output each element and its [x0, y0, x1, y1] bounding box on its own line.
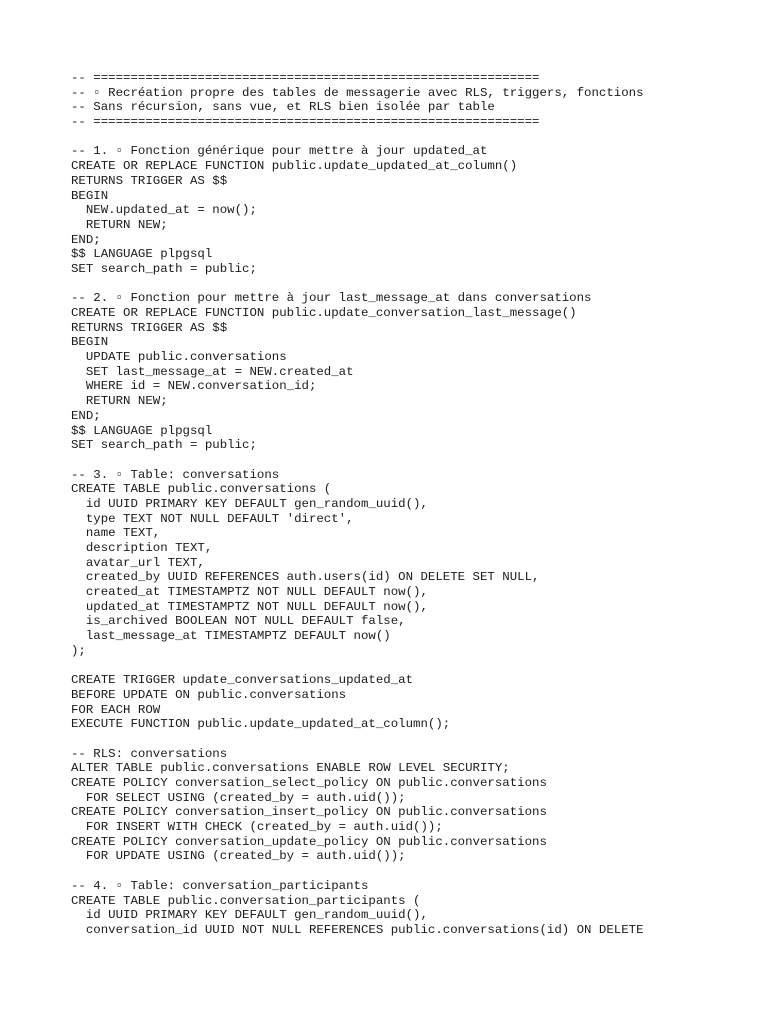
- code-line: SET last_message_at = NEW.created_at: [71, 364, 354, 379]
- code-line: -- ============================================================: [71, 71, 540, 85]
- blank-line: [71, 277, 761, 292]
- code-line: CREATE TABLE public.conversations (: [71, 482, 332, 497]
- code-line: $$ LANGUAGE plpgsql: [71, 247, 213, 262]
- code-line: RETURNS TRIGGER AS $$: [71, 320, 228, 335]
- code-line: UPDATE public.conversations: [71, 350, 287, 365]
- code-line: created_at TIMESTAMPTZ NOT NULL DEFAULT now(),: [71, 585, 428, 600]
- code-line: END;: [71, 232, 101, 247]
- code-line: conversation_id UUID NOT NULL REFERENCES public.conversations(id) ON DELETE: [71, 922, 644, 937]
- code-line: is_archived BOOLEAN NOT NULL DEFAULT false,: [71, 614, 406, 629]
- code-line: );: [71, 643, 86, 658]
- code-line: FOR INSERT WITH CHECK (created_by = auth.uid());: [71, 820, 443, 835]
- code-line: END;: [71, 408, 101, 423]
- code-line: -- RLS: conversations: [71, 746, 228, 761]
- code-line: description TEXT,: [71, 541, 213, 555]
- code-line: SET search_path = public;: [71, 261, 257, 276]
- blank-line: [71, 732, 761, 747]
- code-line: BEGIN: [71, 335, 109, 350]
- code-line: CREATE OR REPLACE FUNCTION public.update_updated_at_column(): [71, 159, 518, 174]
- code-line: BEGIN: [71, 188, 109, 203]
- code-line: EXECUTE FUNCTION public.update_updated_at_column();: [71, 717, 451, 732]
- code-line: -- 4. ▫ Table: conversation_participants: [71, 878, 369, 893]
- code-line: -- 2. ▫ Fonction pour mettre à jour last_message_at dans conversations: [71, 291, 592, 306]
- code-line: id UUID PRIMARY KEY DEFAULT gen_random_uuid(),: [71, 496, 428, 511]
- code-line: avatar_url TEXT,: [71, 555, 205, 570]
- code-document: [71, 71, 761, 938]
- code-line: CREATE TRIGGER update_conversations_updated_at: [71, 673, 414, 688]
- code-line: -- ============================================================: [71, 115, 540, 130]
- code-line: ALTER TABLE public.conversations ENABLE ROW LEVEL SECURITY;: [71, 761, 510, 776]
- code-line: $$ LANGUAGE plpgsql: [71, 423, 213, 438]
- code-line: id UUID PRIMARY KEY DEFAULT gen_random_uuid(),: [71, 908, 428, 923]
- blank-line: [71, 864, 761, 879]
- code-line: WHERE id = NEW.conversation_id;: [71, 379, 317, 394]
- code-line: RETURNS TRIGGER AS $$: [71, 173, 228, 188]
- code-line: FOR UPDATE USING (created_by = auth.uid());: [71, 849, 406, 864]
- code-line: RETURN NEW;: [71, 217, 168, 232]
- code-line: -- ▫ Recréation propre des tables de messagerie avec RLS, triggers, fonctions: [71, 85, 644, 100]
- code-line: CREATE TABLE public.conversation_participants (: [71, 893, 421, 908]
- code-line: CREATE POLICY conversation_select_policy ON public.conversations: [71, 776, 547, 790]
- code-line: CREATE OR REPLACE FUNCTION public.update_conversation_last_message(): [71, 306, 577, 320]
- blank-line: [71, 659, 761, 674]
- blank-line: [71, 453, 761, 468]
- code-line: FOR SELECT USING (created_by = auth.uid());: [71, 790, 406, 805]
- code-line: NEW.updated_at = now();: [71, 203, 257, 218]
- code-line: CREATE POLICY conversation_update_policy ON public.conversations: [71, 834, 547, 849]
- code-line: -- 1. ▫ Fonction générique pour mettre à jour updated_at: [71, 144, 488, 159]
- code-line: updated_at TIMESTAMPTZ NOT NULL DEFAULT now(),: [71, 599, 428, 614]
- code-line: -- Sans récursion, sans vue, et RLS bien isolée par table: [71, 100, 495, 115]
- code-line: BEFORE UPDATE ON public.conversations: [71, 687, 347, 702]
- code-line: CREATE POLICY conversation_insert_policy ON public.conversations: [71, 805, 547, 820]
- code-line: name TEXT,: [71, 526, 161, 541]
- code-line: created_by UUID REFERENCES auth.users(id) ON DELETE SET NULL,: [71, 570, 540, 585]
- code-line: type TEXT NOT NULL DEFAULT 'direct',: [71, 511, 354, 526]
- code-line: -- 3. ▫ Table: conversations: [71, 467, 280, 482]
- code-line: last_message_at TIMESTAMPTZ DEFAULT now(): [71, 629, 391, 644]
- code-line: RETURN NEW;: [71, 394, 168, 409]
- code-line: SET search_path = public;: [71, 438, 257, 453]
- blank-line: [71, 130, 761, 145]
- code-line: FOR EACH ROW: [71, 702, 161, 717]
